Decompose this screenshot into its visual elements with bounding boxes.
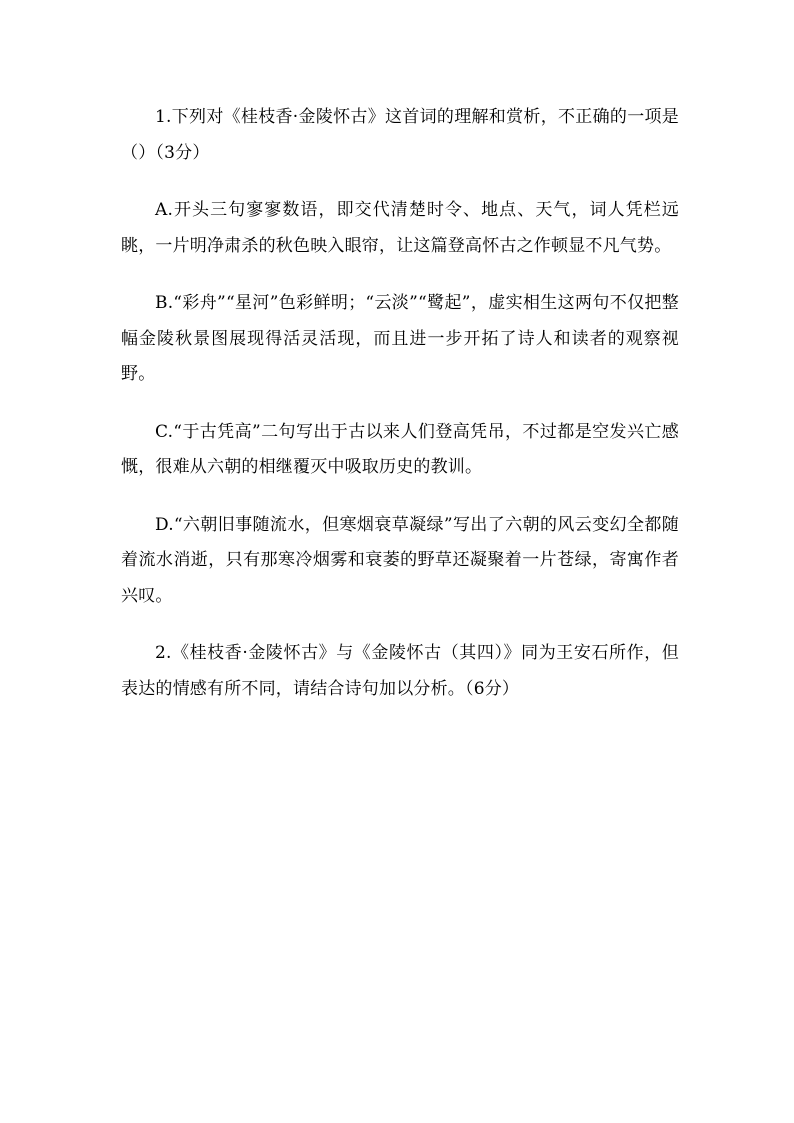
option-b: B.“彩舟”“星河”色彩鲜明；“云淡”“鹭起”，虚实相生这两句不仅把整幅金陵秋景图展现得活灵活现，而且进一步开拓了诗人和读者的观察视野。 xyxy=(121,293,679,384)
question-2-stem: 2.《桂枝香·金陵怀古》与《金陵怀古（其四）》同为王安石所作，但表达的情感有所不同，请结合诗句加以分析。（6分） xyxy=(121,643,679,699)
option-d: D.“六朝旧事随流水，但寒烟衰草凝绿”写出了六朝的风云变幻全都随着流水消逝，只有那寒冷烟雾和衰萎的野草还凝聚着一片苍绿，寄寓作者兴叹。 xyxy=(121,514,679,606)
option-a: A.开头三句寥寥数语，即交代清楚时令、地点、天气，词人凭栏远眺，一片明净肃杀的秋色映入眼帘，让这篇登高怀古之作顿显不凡气势。 xyxy=(121,200,679,256)
option-c: C.“于古凭高”二句写出于古以来人们登高凭吊，不过都是空发兴亡感慨，很难从六朝的相继覆灭中吸取历史的教训。 xyxy=(121,421,679,477)
question-1-stem: 1.下列对《桂枝香·金陵怀古》这首词的理解和赏析，不正确的一项是（）（3分） xyxy=(121,107,679,163)
document-body xyxy=(121,100,679,729)
